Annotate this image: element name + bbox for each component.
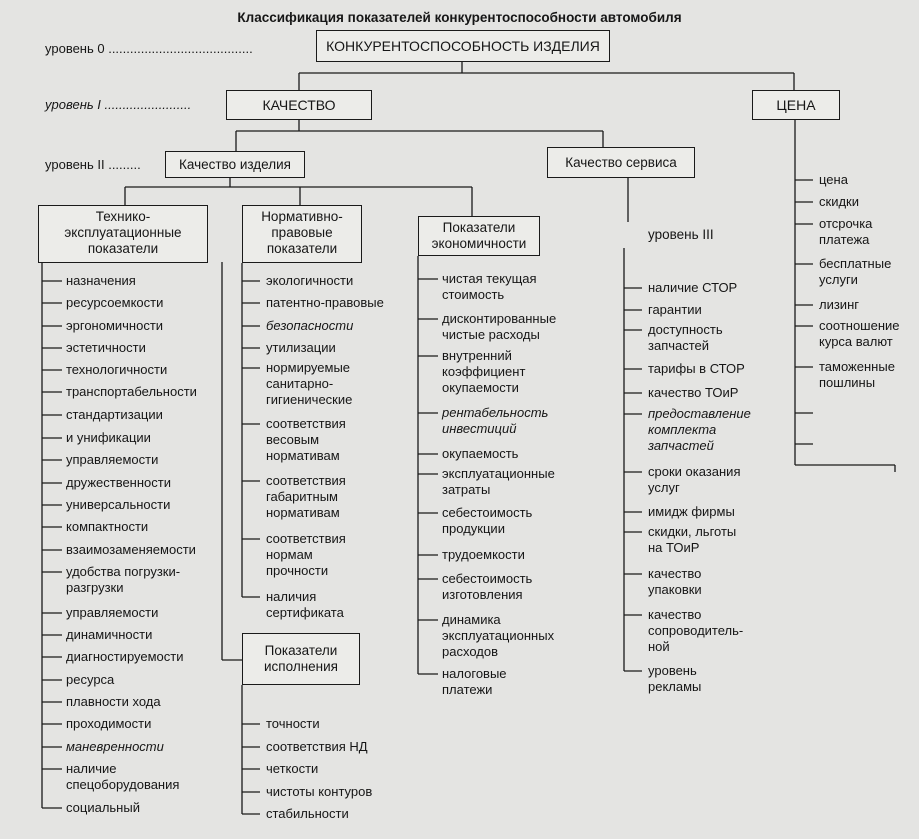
- service-item-line: ной: [648, 639, 670, 654]
- tech-item-line: наличие: [66, 761, 117, 776]
- tech-item-line: компактности: [66, 519, 149, 534]
- service-item: [648, 607, 743, 655]
- norm-item: [266, 340, 336, 356]
- quality-node: КАЧЕСТВО: [226, 90, 372, 120]
- exec-node-line: исполнения: [264, 659, 338, 674]
- price-item: [819, 256, 891, 288]
- price-item-line: услуги: [819, 272, 858, 287]
- norm-item-line: прочности: [266, 563, 329, 578]
- service-item-line: на ТОиР: [648, 540, 700, 555]
- diagram-title: Классификация показателей конкурентоспособности автомобиля: [237, 10, 682, 25]
- econ-item-line: изготовления: [442, 587, 523, 602]
- econ-item-line: эксплуатационных: [442, 628, 555, 643]
- econ-item-line: чистые расходы: [442, 327, 540, 342]
- root-node-competitiveness: КОНКУРЕНТОСПОСОБНОСТЬ ИЗДЕЛИЯ: [316, 30, 610, 62]
- norm-item: [266, 589, 344, 621]
- price-item: [819, 216, 872, 248]
- norm-item: [266, 318, 353, 334]
- service-item-line: качество ТОиР: [648, 385, 739, 400]
- norm-item-line: утилизации: [266, 340, 336, 355]
- norm-item: [266, 295, 384, 311]
- service-item-line: уровень: [648, 663, 697, 678]
- service-item: [648, 361, 745, 377]
- tech-item: [66, 761, 179, 793]
- tech-item: [66, 672, 114, 688]
- price-item-line: лизинг: [819, 297, 859, 312]
- exec-item-line: четкости: [266, 761, 319, 776]
- product-quality-node: Качество изделия: [165, 151, 305, 178]
- econ-item-line: себестоимость: [442, 505, 533, 520]
- tech-item: [66, 564, 180, 596]
- econ-item-line: себестоимость: [442, 571, 533, 586]
- price-item-line: скидки: [819, 194, 859, 209]
- tech-item: [66, 627, 152, 643]
- service-item: [648, 322, 723, 354]
- econ-item-line: коэффициент: [442, 364, 526, 379]
- service-item: [648, 280, 737, 296]
- norm-item-line: гигиенические: [266, 392, 353, 407]
- execution-indicators-node: [242, 633, 360, 685]
- econ-item: [442, 466, 555, 498]
- service-item-line: комплекта: [648, 422, 717, 437]
- norm-item-line: нормам: [266, 547, 313, 562]
- exec-item: [266, 761, 318, 777]
- service-item: [648, 566, 702, 598]
- econ-item-line: платежи: [442, 682, 493, 697]
- exec-item-line: соответствия НД: [266, 739, 368, 754]
- tech-item: [66, 384, 197, 400]
- tech-item: [66, 716, 151, 732]
- service-item-line: услуг: [648, 480, 680, 495]
- tech-item-line: плавности хода: [66, 694, 161, 709]
- econ-item-line: дисконтированные: [442, 311, 557, 326]
- price-item: [819, 359, 895, 391]
- tech-node-line: эксплуатационные: [64, 225, 182, 240]
- norm-node-line: правовые: [271, 225, 333, 240]
- tech-item-line: ресурсоемкости: [66, 295, 164, 310]
- econ-item-line: затраты: [442, 482, 491, 497]
- tech-item-line: управляемости: [66, 452, 159, 467]
- price-item-line: курса валют: [819, 334, 893, 349]
- tech-node-line: показатели: [87, 241, 159, 256]
- tech-item: [66, 475, 171, 491]
- norm-node-line: Нормативно-: [261, 209, 343, 224]
- price-node: ЦЕНА: [752, 90, 840, 120]
- econ-item: [442, 612, 554, 660]
- tech-item-line: разгрузки: [66, 580, 124, 595]
- tech-item-line: транспортабельности: [66, 384, 197, 399]
- service-item: [648, 464, 740, 496]
- service-item-line: предоставление: [648, 406, 751, 421]
- norm-item: [266, 273, 353, 289]
- norm-node-line: показатели: [266, 241, 338, 256]
- price-item-line: платежа: [819, 232, 870, 247]
- econ-item-line: рентабельность: [442, 405, 549, 420]
- service-item-line: качество: [648, 566, 702, 581]
- tech-item: [66, 542, 196, 558]
- tech-item: [66, 694, 161, 710]
- level-3-label: уровень III: [648, 227, 714, 242]
- norm-item: [266, 416, 346, 464]
- tech-item: [66, 407, 163, 423]
- econ-item: [442, 348, 525, 396]
- norm-item-line: безопасности: [266, 318, 354, 333]
- exec-item: [266, 716, 320, 732]
- norm-item-line: нормативам: [266, 505, 340, 520]
- tech-item-line: взаимозаменяемости: [66, 542, 196, 557]
- price-item-line: бесплатные: [819, 256, 892, 271]
- service-item-line: сроки оказания: [648, 464, 741, 479]
- service-item-line: скидки, льготы: [648, 524, 737, 539]
- econ-item: [442, 405, 548, 437]
- norm-item-line: габаритным: [266, 489, 338, 504]
- tech-item: [66, 452, 158, 468]
- tech-item-line: дружественности: [66, 475, 171, 490]
- tech-indicators-node: [38, 205, 208, 263]
- level-2-label: уровень II .........: [45, 157, 141, 172]
- econ-item: [442, 271, 537, 303]
- exec-item: [266, 784, 372, 800]
- tech-item: [66, 497, 170, 513]
- price-item-line: таможенные: [819, 359, 895, 374]
- tech-item-line: спецоборудования: [66, 777, 180, 792]
- price-item: [819, 318, 900, 350]
- econ-node-line: Показатели: [442, 220, 516, 235]
- tech-item-line: социальный: [66, 800, 140, 815]
- norm-item-line: экологичности: [266, 273, 354, 288]
- tech-item: [66, 739, 164, 755]
- econ-item-line: расходов: [442, 644, 498, 659]
- service-quality-node: Качество сервиса: [547, 147, 695, 178]
- tech-item-line: эстетичности: [66, 340, 146, 355]
- econ-item-line: трудоемкости: [442, 547, 525, 562]
- service-item: [648, 504, 735, 520]
- tech-item: [66, 295, 163, 311]
- econ-item: [442, 571, 532, 603]
- economy-indicators-node: [418, 216, 540, 256]
- service-item-line: упаковки: [648, 582, 702, 597]
- econ-item-line: продукции: [442, 521, 505, 536]
- service-item-line: сопроводитель-: [648, 623, 744, 638]
- norm-item-line: сертификата: [266, 605, 344, 620]
- level-0-label: уровень 0 ........................................: [45, 41, 253, 56]
- tech-item-line: проходимости: [66, 716, 152, 731]
- level-1-label: уровень I ........................: [45, 97, 192, 112]
- service-item: [648, 385, 738, 401]
- norm-item-line: соответствия: [266, 473, 346, 488]
- service-item-line: доступность: [648, 322, 723, 337]
- service-item-line: имидж фирмы: [648, 504, 735, 519]
- price-item: [819, 172, 848, 188]
- norm-item-line: санитарно-: [266, 376, 334, 391]
- econ-item-line: окупаемости: [442, 380, 519, 395]
- econ-item: [442, 311, 556, 343]
- norm-item: [266, 360, 352, 408]
- tech-item-line: диагностируемости: [66, 649, 184, 664]
- exec-node-line: Показатели: [264, 643, 338, 658]
- econ-item-line: эксплуатационные: [442, 466, 555, 481]
- tech-item-line: универсальности: [66, 497, 171, 512]
- tech-item: [66, 649, 184, 665]
- econ-item: [442, 666, 507, 698]
- service-item-line: запчастей: [648, 338, 710, 353]
- exec-item: [266, 739, 368, 755]
- norm-item-line: соответствия: [266, 531, 346, 546]
- exec-item-line: стабильности: [266, 806, 349, 821]
- tech-item-line: маневренности: [66, 739, 164, 754]
- econ-item: [442, 505, 532, 537]
- normative-indicators-node: [242, 205, 362, 263]
- tech-item-line: и унификации: [66, 430, 151, 445]
- tech-item: [66, 340, 146, 356]
- norm-item-line: патентно-правовые: [266, 295, 384, 310]
- econ-node-line: экономичности: [431, 236, 527, 251]
- norm-item-line: нормируемые: [266, 360, 351, 375]
- tech-item-line: динамичности: [66, 627, 153, 642]
- tech-item: [66, 605, 158, 621]
- tech-node-line: Технико-: [95, 209, 151, 224]
- exec-item: [266, 806, 349, 822]
- tech-item-line: удобства погрузки-: [66, 564, 181, 579]
- econ-item-line: чистая текущая: [442, 271, 537, 286]
- service-item: [648, 663, 701, 695]
- price-item: [819, 194, 859, 210]
- price-item-line: отсрочка: [819, 216, 873, 231]
- econ-item-line: налоговые: [442, 666, 507, 681]
- econ-item-line: внутренний: [442, 348, 512, 363]
- tech-item: [66, 362, 167, 378]
- tech-item: [66, 519, 148, 535]
- service-item: [648, 406, 751, 454]
- service-item-line: рекламы: [648, 679, 702, 694]
- tech-item-line: управляемости: [66, 605, 159, 620]
- tech-item: [66, 318, 163, 334]
- service-item: [648, 302, 702, 318]
- service-item-line: гарантии: [648, 302, 702, 317]
- econ-item-line: динамика: [442, 612, 501, 627]
- norm-item: [266, 531, 346, 579]
- tech-item-line: технологичности: [66, 362, 168, 377]
- norm-item-line: соответствия: [266, 416, 346, 431]
- tech-item-line: эргономичности: [66, 318, 164, 333]
- tech-item-line: назначения: [66, 273, 136, 288]
- econ-item-line: стоимость: [442, 287, 505, 302]
- service-item-line: запчастей: [648, 438, 714, 453]
- econ-item-line: окупаемость: [442, 446, 519, 461]
- econ-item: [442, 547, 525, 563]
- service-item-line: качество: [648, 607, 702, 622]
- exec-item-line: точности: [266, 716, 320, 731]
- price-item-line: соотношение: [819, 318, 900, 333]
- norm-item-line: весовым: [266, 432, 320, 447]
- tech-item: [66, 800, 140, 816]
- service-item-line: наличие СТОР: [648, 280, 738, 295]
- service-item-line: тарифы в СТОР: [648, 361, 745, 376]
- tech-item-line: стандартизации: [66, 407, 163, 422]
- tech-item-line: ресурса: [66, 672, 115, 687]
- service-item: [648, 524, 736, 556]
- norm-item: [266, 473, 346, 521]
- price-item: [819, 297, 859, 313]
- norm-item-line: нормативам: [266, 448, 340, 463]
- tech-item: [66, 273, 136, 289]
- price-item-line: цена: [819, 172, 848, 187]
- price-item-line: пошлины: [819, 375, 876, 390]
- tech-item: [66, 430, 151, 446]
- econ-item: [442, 446, 518, 462]
- exec-item-line: чистоты контуров: [266, 784, 373, 799]
- econ-item-line: инвестиций: [442, 421, 517, 436]
- norm-item-line: наличия: [266, 589, 317, 604]
